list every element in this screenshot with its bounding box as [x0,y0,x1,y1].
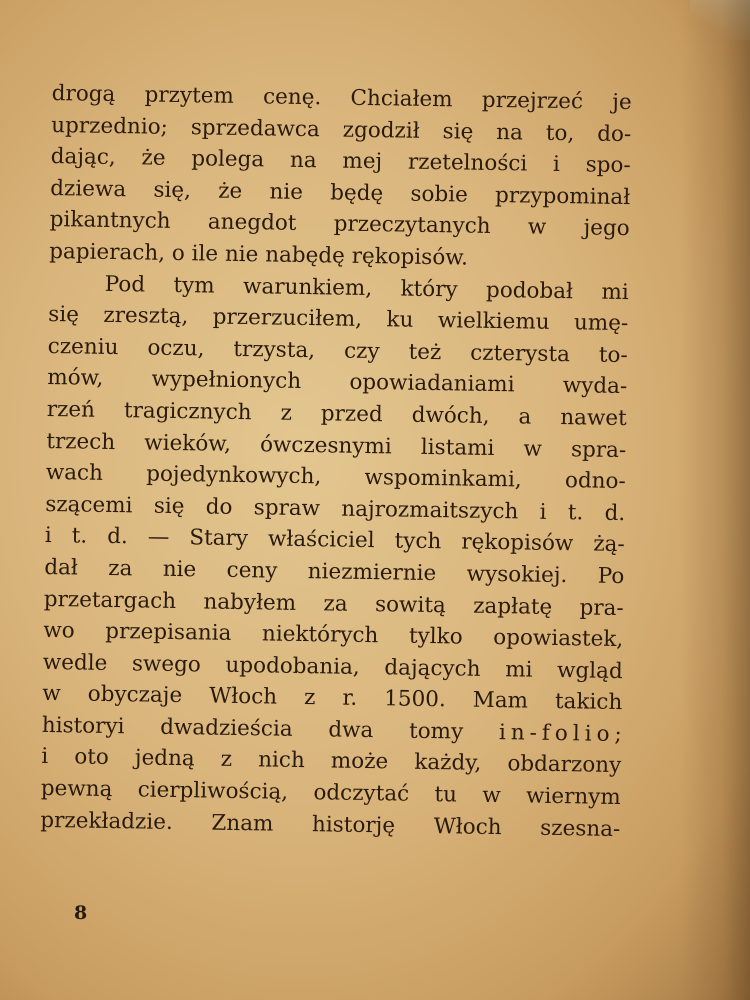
text-line: się zresztą, przerzuciłem, ku wielkiemu umę- [48,302,629,337]
page-edge-shadow [680,0,750,1000]
text-line: drogą przytem cenę. Chciałem przejrzeć je [51,80,632,116]
text-line: wo przepisania niektórych tylko opowiastek, [43,618,624,653]
text-line: mów, wypełnionych opowiadaniami wyda- [47,365,628,400]
emphasized-term: in-folio [498,719,615,747]
text-line: wach pojedynkowych, wspominkami, odno- [45,460,626,495]
text-line: czeniu oczu, trzysta, czy też czterysta to- [47,333,628,368]
text-line: i oto jedną z nich może każdy, obdarzony [41,744,622,779]
text-line: trzech wieków, ówczesnymi listami w spra- [46,428,627,463]
text-line: przekładzie. Znam historję Włoch szesna- [40,807,621,842]
text-line: wedle swego upodobania, dających mi wgląd [42,649,623,684]
text-line: dając, że polega na mej rzetelności i spo- [50,144,631,179]
page-number: 8 [74,902,88,924]
text-line: przetargach nabyłem za sowitą zapłatę pra- [43,586,624,621]
text-line: dał za nie ceny niezmiernie wysokiej. Po [44,554,625,589]
text-line: uprzednio; sprzedawca zgodził się na to, do- [51,112,632,147]
text-line: rzeń tragicznych z przed dwóch, a nawet [46,396,627,432]
text-line: pewną cierpliwością, odczytać tu w wiernym [40,775,621,811]
text-line: w obyczaje Włoch z r. 1500. Mam takich [42,681,623,716]
text-line: papierach, o ile nie nabędę rękopisów. [49,238,469,271]
text-line: pikantnych anegdot przeczytanych w jego [49,207,630,242]
text-line: i t. d. — Stary właściciel tych rękopisów żą- [44,523,625,558]
body-text [40,78,632,845]
text-fragment: ; [614,721,622,747]
text-line: Pod tym warunkiem, który podobał mi [104,271,629,305]
text-line: szącemi się do spraw najrozmaitszych i t. d. [45,491,626,526]
text-fragment: historyi dwadzieścia dwa tomy [41,712,500,745]
text-line: dziewa się, że nie będę sobie przypominał [50,175,631,210]
